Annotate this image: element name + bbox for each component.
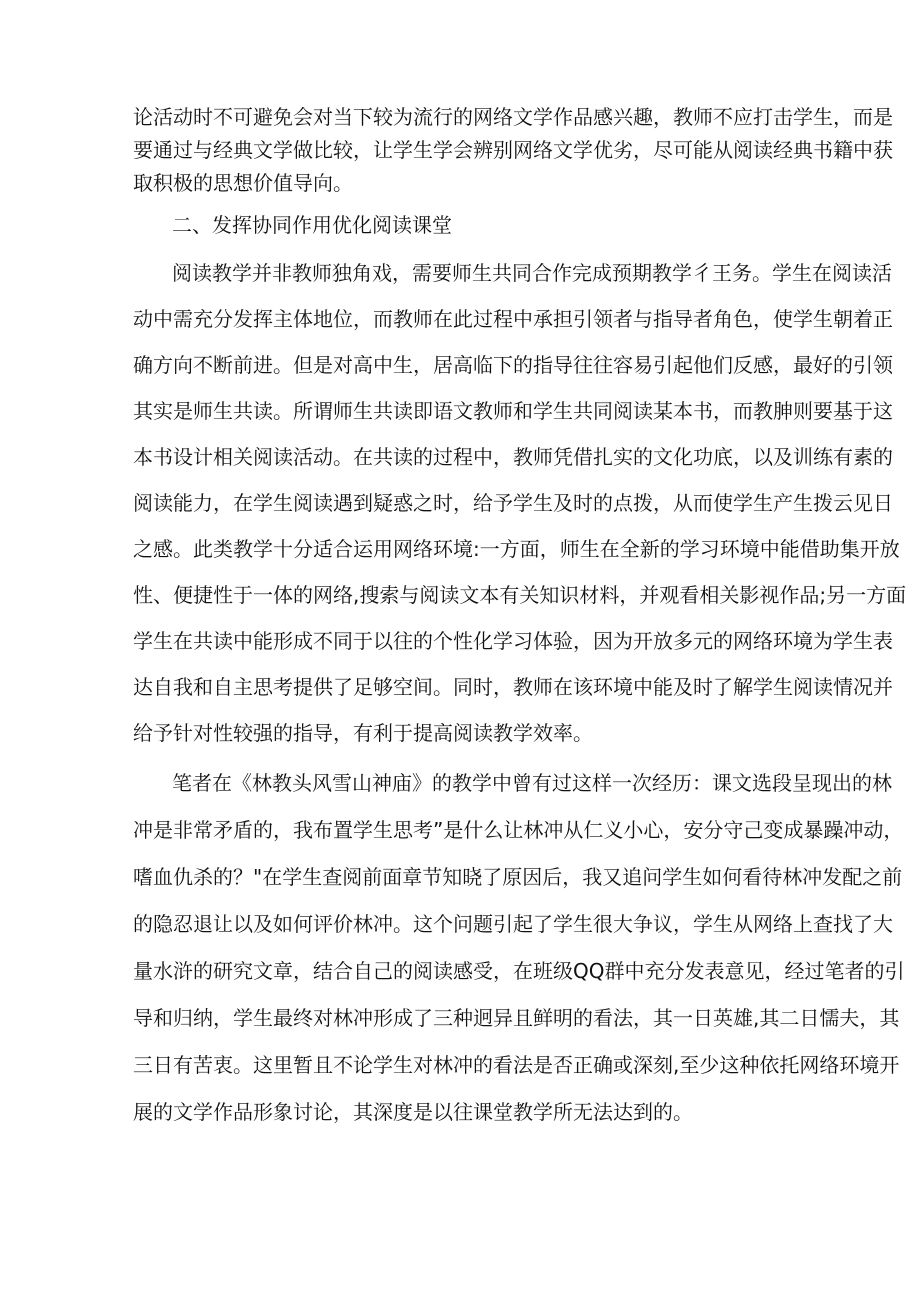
text-line: 本书设计相关阅读活动。在共读的过程中，教师凭借扎实的文化功底，以及训练有素的 (133, 445, 893, 469)
text-line: 阅读能力，在学生阅读遇到疑惑之时，给予学生及时的点拨，从而使学生产生拨云见日 (133, 491, 893, 515)
text-line: 给予针对性较强的指导，有利于提高阅读教学效率。 (133, 721, 593, 745)
text-line: 其实是师生共读。所谓师生共读即语文教师和学生共同阅读某本书，而教胂则要基于这 (133, 399, 893, 423)
text-line: 的隐忍退让以及如何评价林冲。这个问题引起了学生很大争议，学生从网络上查找了大 (133, 912, 893, 936)
text-line: 导和归纳，学生最终对林冲形成了三种迥异且鲜明的看法，其一日英雄,其二日懦夫，其 (133, 1006, 900, 1030)
text-line: 笔者在《林教头风雪山神庙》的教学中曾有过这样一次经历：课文选段呈现出的林 (172, 771, 892, 795)
text-line: 学生在共读中能形成不同于以往的个性化学习体验，因为开放多元的网络环境为学生表 (133, 629, 893, 653)
text-line: 性、便捷性于一体的网络,搜索与阅读文本有关知识材料，并观看相关影视作品;另一方面 (133, 583, 907, 607)
text-line: 动中需充分发挥主体地位，而教师在此过程中承担引领者与指导者角色，使学生朝着正 (133, 307, 893, 331)
text-line: 阅读教学并非教师独角戏，需要师生共同合作完成预期教学彳王务。学生在阅读活 (172, 261, 892, 285)
section-heading: 二、发挥协同作用优化阅读课堂 (172, 213, 452, 237)
text-line: 量水浒的研究文章，结合自己的阅读感受，在班级QQ群中充分发表意见，经过笔者的引 (133, 959, 905, 983)
text-line: 要通过与经典文学做比较，让学生学会辨别网络文学优劣，尽可能从阅读经典书籍中获 (133, 138, 893, 162)
text-line: 之感。此类教学十分适合运用网络环境:一方面，师生在全新的学习环境中能借助集开放 (133, 537, 900, 561)
text-line: 冲是非常矛盾的，我布置学生思考”是什么让林冲从仁义小心，安分守己变成暴躁冲动， (133, 818, 904, 842)
text-line: 达自我和自主思考提供了足够空间。同时，教师在该环境中能及时了解学生阅读情况并 (133, 675, 893, 699)
text-line: 嗜血仇杀的？"在学生查阅前面章节知晓了原因后，我又追问学生如何看待林冲发配之前 (133, 865, 903, 889)
text-line: 确方向不断前进。但是对高中生，居高临下的指导往往容易引起他们反感，最好的引领 (133, 353, 893, 377)
text-line: 取积极的思想价值导向。 (133, 171, 353, 195)
text-line: 展的文学作品形象讨论，其深度是以往课堂教学所无法达到的。 (133, 1100, 693, 1124)
text-line: 三日有苦衷。这里暂且不论学生对林冲的看法是否正确或深刻,至少这种依托网络环境开 (133, 1053, 900, 1077)
text-line: 论活动时不可避免会对当下较为流行的网络文学作品感兴趣，教师不应打击学生，而是 (133, 105, 893, 129)
